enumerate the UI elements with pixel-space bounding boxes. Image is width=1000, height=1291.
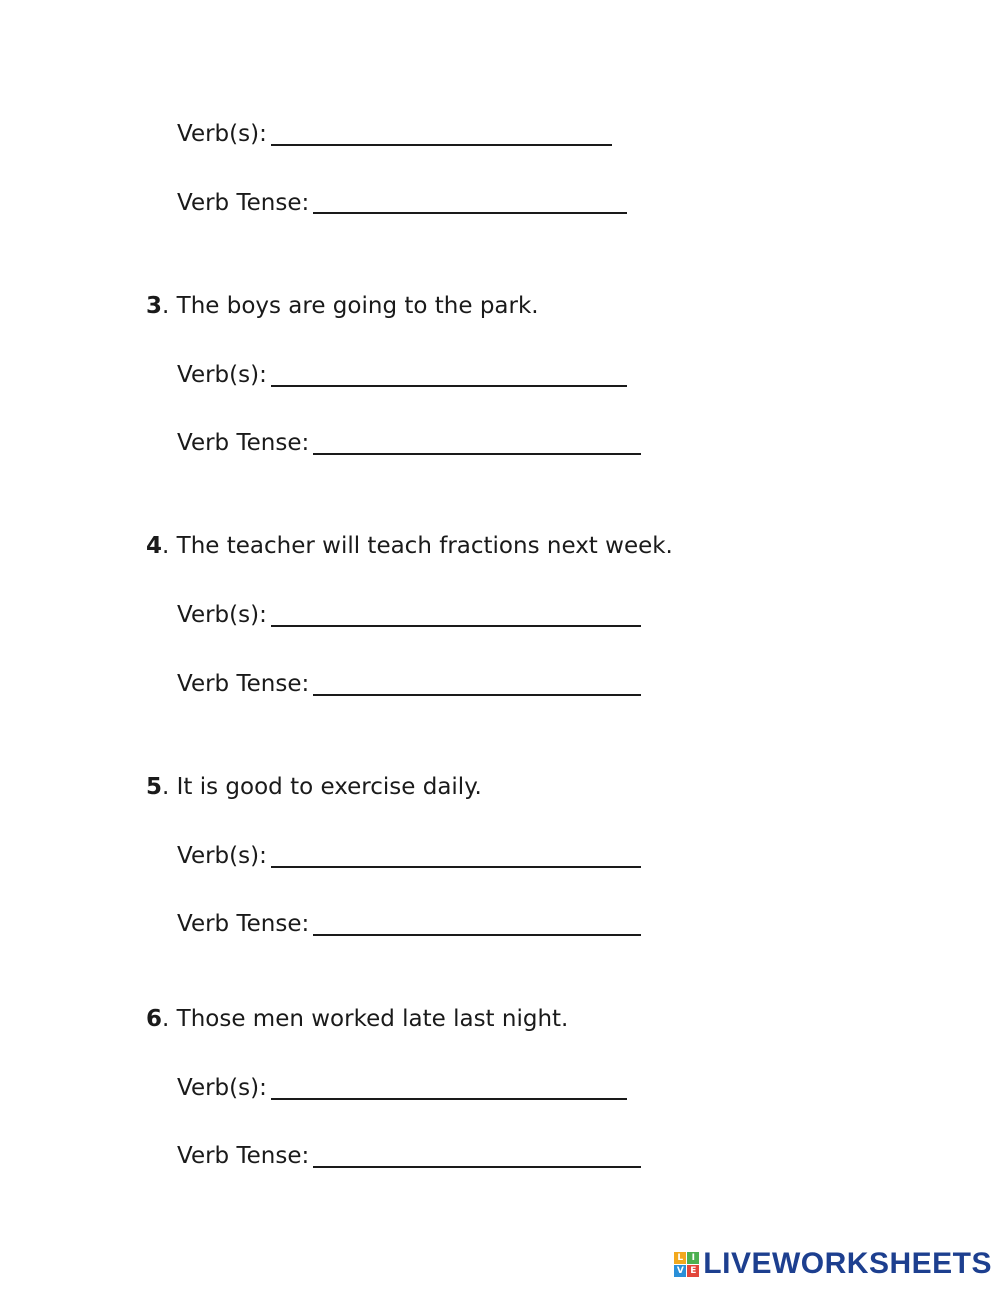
question-4 [146,532,673,560]
question-3 [146,292,539,320]
logo-mark-letter: L [674,1252,686,1264]
question-dot: . [162,533,177,559]
logo-mark-icon [674,1252,699,1277]
verbs-label-2: Verb(s): [177,121,267,147]
tense-label-2: Verb Tense: [177,190,310,216]
question-number: 4 [146,533,163,559]
tense-answer-blank-4[interactable] [313,694,641,696]
question-5 [146,773,482,801]
verbs-label-3: Verb(s): [177,362,267,388]
question-6 [146,1005,568,1033]
verbs-label-5: Verb(s): [177,843,267,869]
verbs-label-6: Verb(s): [177,1075,267,1101]
brand-name: LIVEWORKSHEETS [703,1247,992,1280]
question-sentence: Those men worked late last night. [176,1006,569,1032]
tense-answer-blank-6[interactable] [313,1166,641,1168]
question-number: 3 [146,293,163,319]
question-sentence: The teacher will teach fractions next week. [176,533,673,559]
tense-answer-blank-2[interactable] [313,212,627,214]
verbs-answer-blank-2[interactable] [271,144,612,146]
tense-answer-blank-3[interactable] [313,453,641,455]
verbs-answer-blank-5[interactable] [271,866,641,868]
verbs-answer-blank-4[interactable] [271,625,641,627]
logo-mark-letter: V [674,1265,686,1277]
tense-label-5: Verb Tense: [177,911,310,937]
tense-label-4: Verb Tense: [177,671,310,697]
logo-mark-letter: I [687,1252,699,1264]
question-dot: . [162,774,177,800]
verbs-label-4: Verb(s): [177,602,267,628]
question-sentence: It is good to exercise daily. [176,774,482,800]
question-dot: . [162,293,177,319]
verbs-answer-blank-3[interactable] [271,385,627,387]
question-dot: . [162,1006,177,1032]
question-number: 6 [146,1006,163,1032]
question-number: 5 [146,774,163,800]
question-sentence: The boys are going to the park. [176,293,539,319]
logo-mark-letter: E [687,1265,699,1277]
liveworksheets-logo [674,1247,992,1281]
tense-label-6: Verb Tense: [177,1143,310,1169]
tense-label-3: Verb Tense: [177,430,310,456]
verbs-answer-blank-6[interactable] [271,1098,627,1100]
tense-answer-blank-5[interactable] [313,934,641,936]
